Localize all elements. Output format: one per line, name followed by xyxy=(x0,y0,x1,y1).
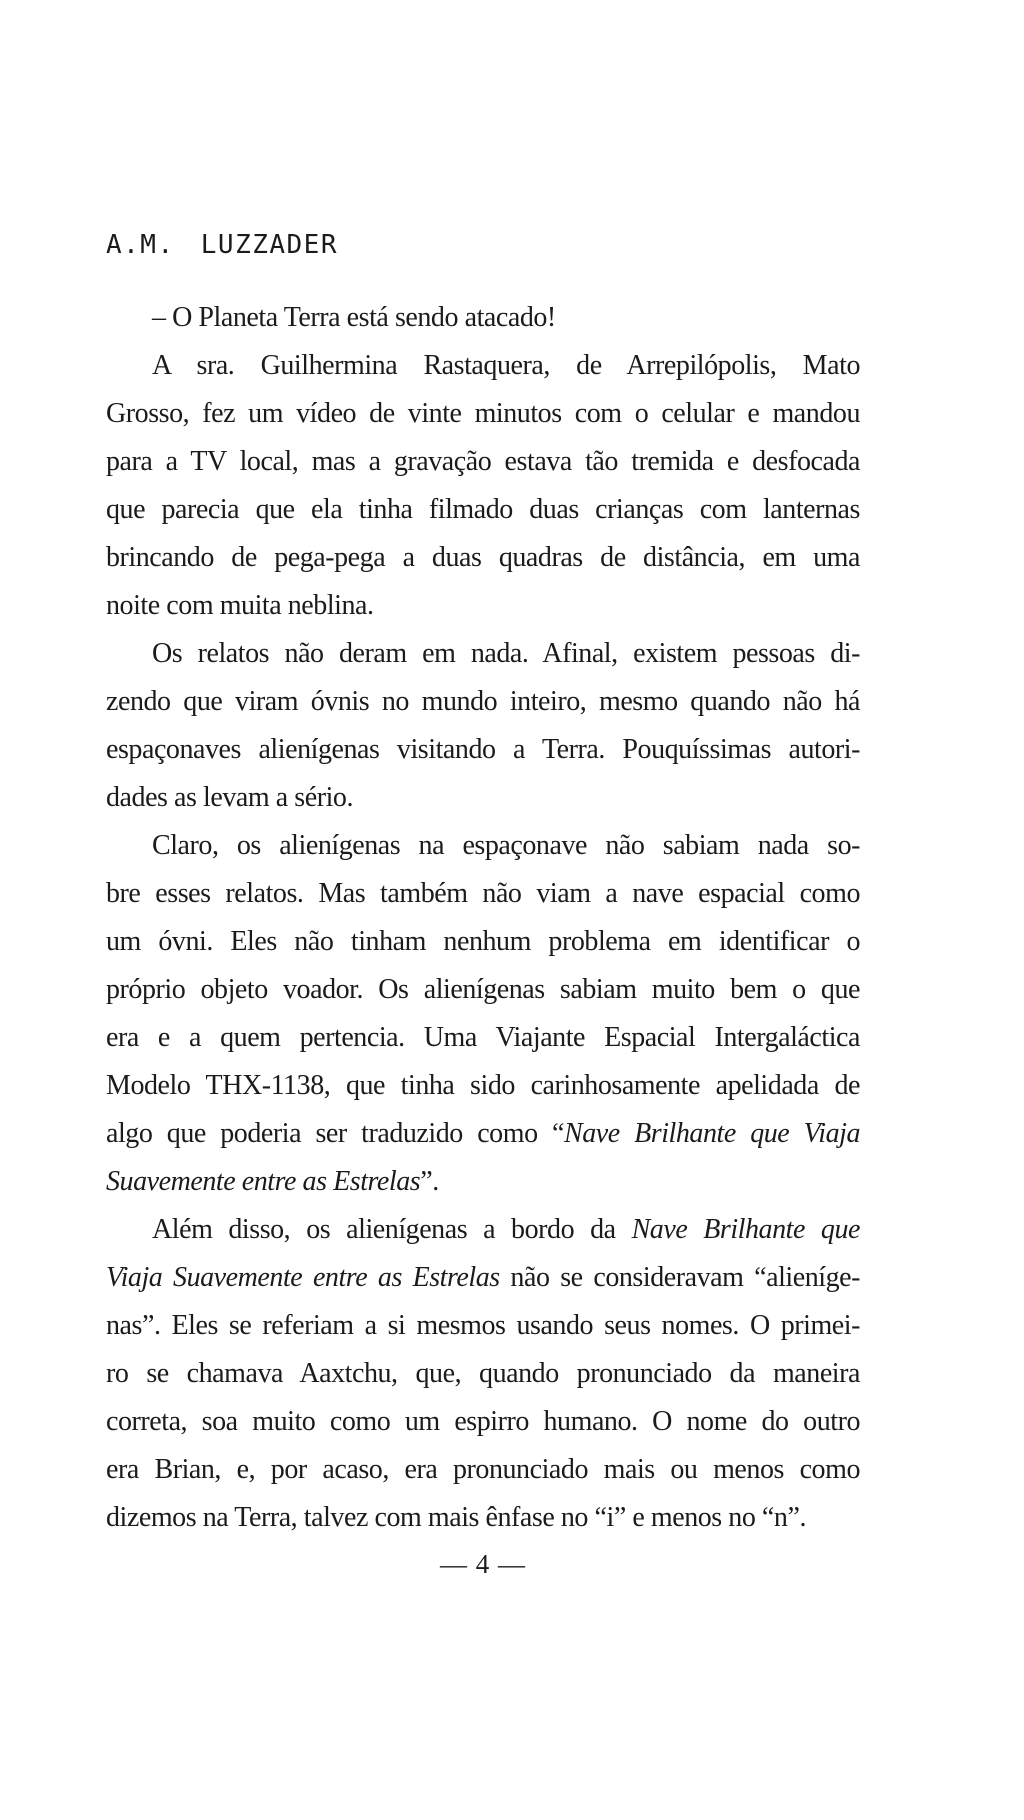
page-number: — 4 — xyxy=(440,1549,526,1579)
text-line: nas”. Eles se referiam a si mesmos usando seus nomes. O primei- xyxy=(106,1310,860,1341)
text-line: para a TV local, mas a gravação estava tão tremida e desfocada xyxy=(106,446,860,477)
text-line: ro se chamava Aaxtchu, que, quando pronunciado da maneira xyxy=(106,1358,860,1389)
text-line: correta, soa muito como um espirro humano. O nome do outro xyxy=(106,1406,860,1437)
text-line: Grosso, fez um vídeo de vinte minutos com o celular e mandou xyxy=(106,398,860,429)
text-line: espaçonaves alienígenas visitando a Terra. Pouquíssimas autori- xyxy=(106,734,860,765)
text-line: dades as levam a sério. xyxy=(106,782,353,813)
body-text xyxy=(106,294,860,1542)
text-line: que parecia que ela tinha filmado duas crianças com lanternas xyxy=(106,494,860,525)
text-line: noite com muita neblina. xyxy=(106,590,374,621)
text-line: Modelo THX-1138, que tinha sido carinhosamente apelidada de xyxy=(106,1070,860,1101)
text-line: Viaja Suavemente entre as Estrelas não se consideravam “alieníge- xyxy=(106,1262,861,1293)
author-header: A.M. LUZZADER xyxy=(106,230,338,260)
text-line: brincando de pega-pega a duas quadras de distância, em uma xyxy=(106,542,860,573)
text-line: bre esses relatos. Mas também não viam a nave espacial como xyxy=(106,878,860,909)
text-line: era Brian, e, por acaso, era pronunciado mais ou menos como xyxy=(106,1454,860,1485)
text-line: era e a quem pertencia. Uma Viajante Espacial Intergaláctica xyxy=(106,1022,860,1053)
text-line: Claro, os alienígenas na espaçonave não sabiam nada so- xyxy=(152,830,860,861)
text-line: – O Planeta Terra está sendo atacado! xyxy=(152,302,556,333)
text-line: A sra. Guilhermina Rastaquera, de Arrepilópolis, Mato xyxy=(152,350,860,381)
text-line: dizemos na Terra, talvez com mais ênfase no “i” e menos no “n”. xyxy=(106,1502,806,1533)
text-line: Suavemente entre as Estrelas”. xyxy=(106,1166,439,1197)
text-line: próprio objeto voador. Os alienígenas sabiam muito bem o que xyxy=(106,974,860,1005)
text-line: um óvni. Eles não tinham nenhum problema em identificar o xyxy=(106,926,860,957)
text-line: Os relatos não deram em nada. Afinal, existem pessoas di- xyxy=(152,638,860,669)
text-line: algo que poderia ser traduzido como “Nave Brilhante que Viaja xyxy=(106,1118,860,1149)
text-line: zendo que viram óvnis no mundo inteiro, mesmo quando não há xyxy=(106,686,860,717)
text-line: Além disso, os alienígenas a bordo da Nave Brilhante que xyxy=(152,1214,861,1245)
